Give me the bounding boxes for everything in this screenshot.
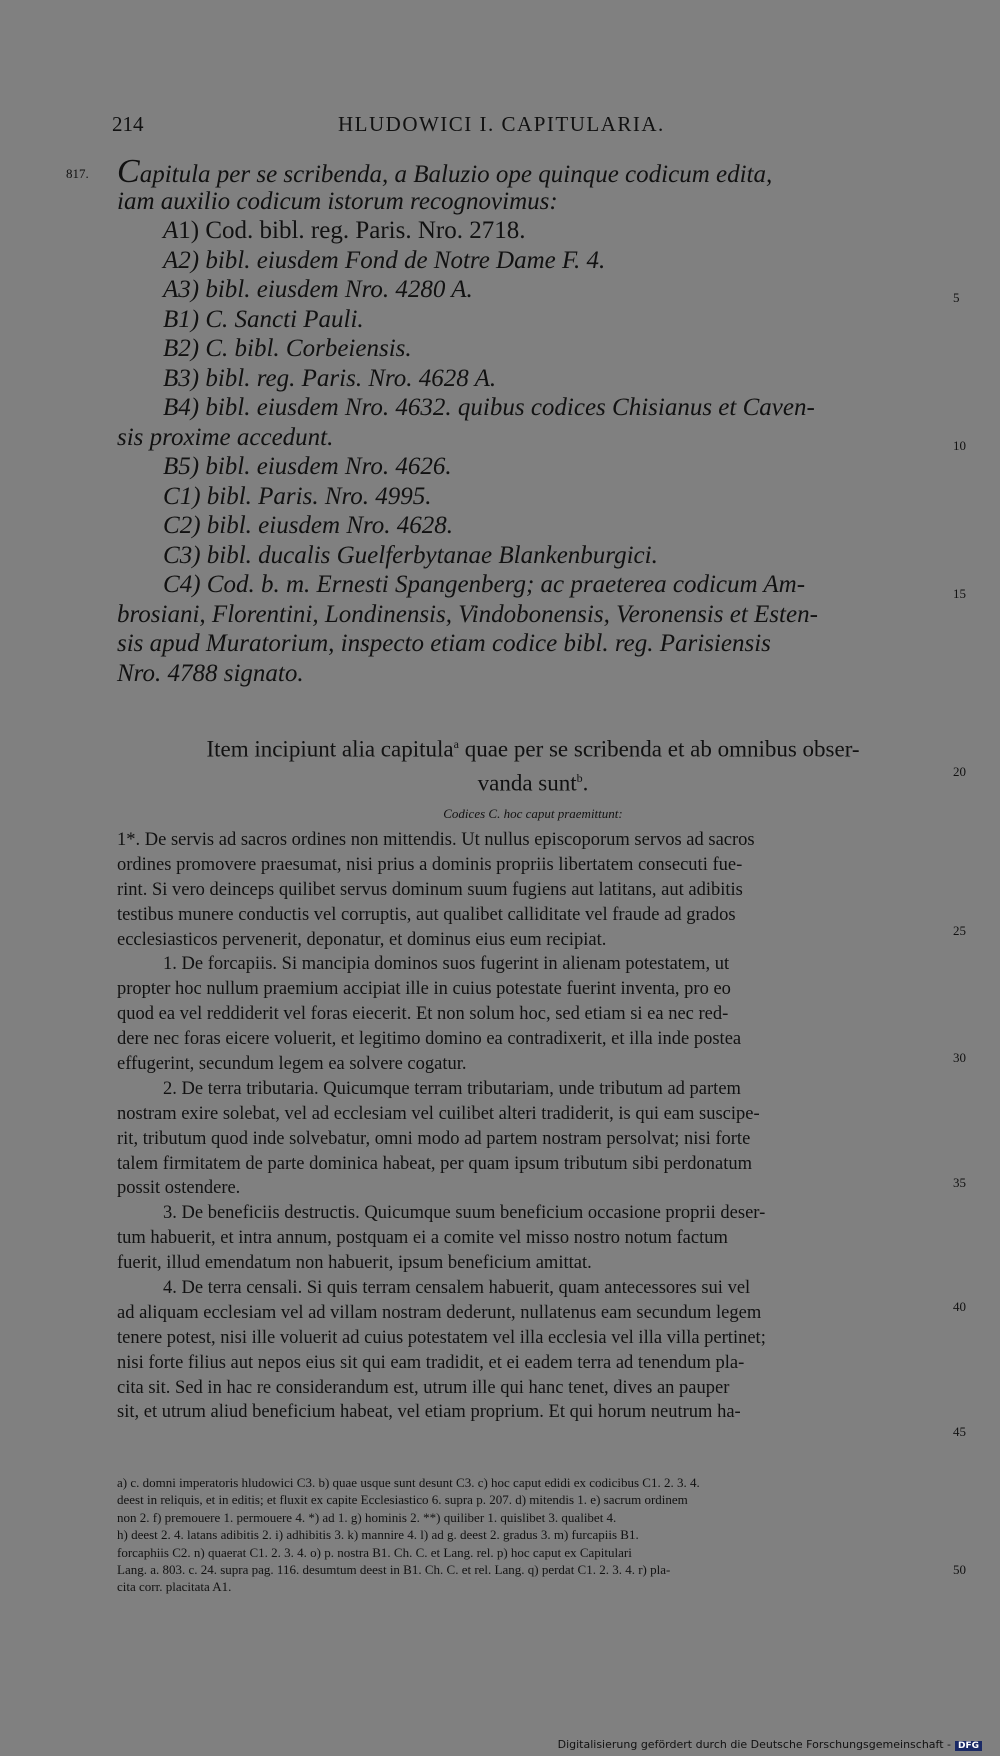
text-line: testibus munere conductis vel corruptis, aut qualibet calliditate vel fraude ad grados: [117, 904, 736, 925]
text-line: talem firmitatem de parte dominica habeat, per quam ipsum tributum sibi perdonatum: [117, 1153, 752, 1174]
intro-line: sis apud Muratorium, inspecto etiam codice bibl. reg. Parisiensis: [117, 630, 771, 657]
footnote-line: h) deest 2. 4. latans adibitis 2. i) adhibitis 3. k) mannire 4. l) ad g. deest 2. gradus 3. m) furcapiis B1.: [117, 1527, 639, 1543]
line-number: 50: [953, 1562, 966, 1577]
digitization-footer: [558, 1738, 982, 1751]
text-line: possit ostendere.: [117, 1178, 241, 1199]
text-line: ecclesiasticos pervenerit, deponatur, et dominus eius eum recipiat.: [117, 929, 607, 950]
intro-line: B3) bibl. reg. Paris. Nro. 4628 A.: [163, 364, 497, 392]
intro-line: C4) Cod. b. m. Ernesti Spangenberg; ac praeterea codicum Am-: [163, 571, 806, 598]
margin-year: 817.: [66, 166, 89, 181]
intro-line: Capitula per se scribenda, a Baluzio ope quinque codicum edita,: [117, 153, 773, 190]
text-line: dere nec foras eicere voluerit, et legitimo domino ea contradixerit, et illa inde postea: [117, 1029, 742, 1050]
intro-line: brosiani, Florentini, Londinensis, Vindobonensis, Veronensis et Esten-: [117, 600, 818, 628]
line-number: 30: [953, 1050, 966, 1065]
intro-line: C2) bibl. eiusdem Nro. 4628.: [163, 512, 454, 539]
section-heading: [117, 730, 949, 797]
intro-line: B2) C. bibl. Corbeiensis.: [163, 335, 412, 362]
text-line: ordines promovere praesumat, nisi prius a dominis propriis libertatem consecuti fue-: [117, 854, 743, 875]
line-number: 45: [953, 1424, 966, 1439]
line-number: 15: [953, 586, 966, 601]
line-number: 20: [953, 764, 966, 779]
text-line: tenere potest, nisi ille voluerit ad cuius potestatem vel illa ecclesia vel illa villa pertinet;: [117, 1327, 766, 1348]
text-line: rit, tributum quod inde solvebatur, omni modo ad partem nostram persolvat; nisi forte: [117, 1128, 751, 1149]
footnote-line: cita corr. placitata A1.: [117, 1579, 232, 1595]
intro-line: B5) bibl. eiusdem Nro. 4626.: [163, 453, 452, 480]
text-line: quod ea vel reddiderit vel foras eiecerit. Et non solum hoc, sed etiam si ea nec red-: [117, 1004, 729, 1025]
page-number: 214: [112, 112, 144, 136]
text-line: 1*. De servis ad sacros ordines non mittendis. Ut nullus episcoporum servos ad sacros: [117, 830, 755, 850]
heading-line-2: vanda sunt$^b$.: [477, 770, 589, 796]
intro-line: A3) bibl. eiusdem Nro. 4280 A.: [163, 276, 473, 303]
line-number: 40: [953, 1299, 966, 1314]
footnote-line: forcaphiis C2. n) quaerat C1. 2. 3. 4. o) p. nostra B1. Ch. C. et Lang. rel. p) hoc caput ex Capitulari: [117, 1544, 632, 1560]
text-line: nostram exire solebat, vel ad ecclesiam vel cuilibet alteri tradiderit, is qui eam suscipe-: [117, 1103, 760, 1124]
footnote-line: a) c. domni imperatoris hludowici C3. b) quae usque sunt desunt C3. c) hoc caput edidi ex codicibus C1. 2. 3. 4.: [117, 1475, 700, 1490]
line-number: 25: [953, 923, 966, 938]
footnote-line: non 2. f) premouere 1. permouere 4. *) ad 1. g) hominis 2. **) quiliber 1. quislibet 3. qualibet 4.: [117, 1509, 617, 1525]
running-title: HLUDOWICI I. CAPITULARIA.: [338, 112, 665, 136]
heading-line-1: Item incipiunt alia capitula$^a$ quae per se scribenda et ab omnibus obser-: [206, 736, 860, 762]
footnote-line: Lang. a. 803. c. 24. supra pag. 116. desumtum deest in B1. Ch. C. et rel. Lang. q) perdat C1. 2. 3. 4. r) pla-: [117, 1561, 671, 1577]
codices-note: Codices C. hoc caput praemittunt:: [443, 806, 623, 821]
line-number: 35: [953, 1175, 966, 1190]
text-line: fuerit, illud emendatum non habuerit, ipsum beneficium amittat.: [117, 1253, 592, 1274]
intro-line: B1) C. Sancti Pauli.: [163, 305, 364, 333]
text-line: propter hoc nullum praemium accipiat ille in cuius potestate fuerint inventa, pro eo: [117, 979, 731, 1000]
footnote-line: deest in reliquis, et in editis; et fluxit ex capite Ecclesiastico 6. supra p. 207. d) mitendis 1. e) sacrum ordinem: [117, 1492, 688, 1508]
text-line: 4. De terra censali. Si quis terram censalem habuerit, quam antecessores sui vel: [163, 1278, 751, 1299]
text-line: 2. De terra tributaria. Quicumque terram tributariam, unde tributum ad partem: [163, 1078, 741, 1099]
text-line: 3. De beneficiis destructis. Quicumque suum beneficium occasione proprii deser-: [163, 1203, 766, 1224]
intro-text: [117, 153, 949, 688]
text-line: ad aliquam ecclesiam vel ad villam nostram dederunt, nullatenus eam secundum legem: [117, 1302, 762, 1323]
intro-line: C3) bibl. ducalis Guelferbytanae Blankenburgici.: [163, 541, 658, 569]
dfg-logo: DFG: [955, 1741, 982, 1751]
intro-line: A2) bibl. eiusdem Fond de Notre Dame F. 4.: [163, 246, 606, 274]
intro-line: sis proxime accedunt.: [117, 423, 334, 451]
intro-line: C1) bibl. Paris. Nro. 4995.: [163, 482, 432, 510]
intro-line: B4) bibl. eiusdem Nro. 4632. quibus codices Chisianus et Caven-: [163, 394, 815, 421]
running-head: [112, 112, 952, 142]
text-line: tum habuerit, et intra annum, postquam ei a comite vel misso nostro notum factum: [117, 1228, 728, 1249]
intro-line: iam auxilio codicum istorum recognovimus:: [117, 187, 558, 215]
intro-line: Nro. 4788 signato.: [117, 659, 304, 687]
line-number: 5: [953, 290, 960, 305]
text-line: cita sit. Sed in hac re considerandum est, utrum ille qui hanc tenet, dives an pauper: [117, 1377, 730, 1398]
text-line: sit, et utrum aliud beneficium habeat, vel etiam proprium. Et qui horum neutrum ha-: [117, 1402, 741, 1423]
initial-letter: C: [117, 153, 140, 190]
text-line: effugerint, secundum legem ea solvere cogatur.: [117, 1054, 467, 1075]
line-number: 10: [953, 438, 966, 453]
text-line: rint. Si vero deinceps quilibet servus dominum suum fugiens aut latitans, aut adibitis: [117, 879, 743, 900]
intro-line: A1) Cod. bibl. reg. Paris. Nro. 2718.: [163, 217, 526, 244]
main-text: [117, 828, 953, 1425]
footer-text: Digitalisierung gefördert durch die Deutsche Forschungsgemeinschaft -: [557, 1738, 951, 1751]
text-line: 1. De forcapiis. Si mancipia dominos suos fugerint in alienam potestatem, ut: [163, 954, 730, 975]
text-line: nisi forte filius aut nepos eius sit qui eam tradidit, et ei eadem terra ad tenendum pla-: [117, 1352, 745, 1373]
footnotes: [117, 1474, 953, 1596]
